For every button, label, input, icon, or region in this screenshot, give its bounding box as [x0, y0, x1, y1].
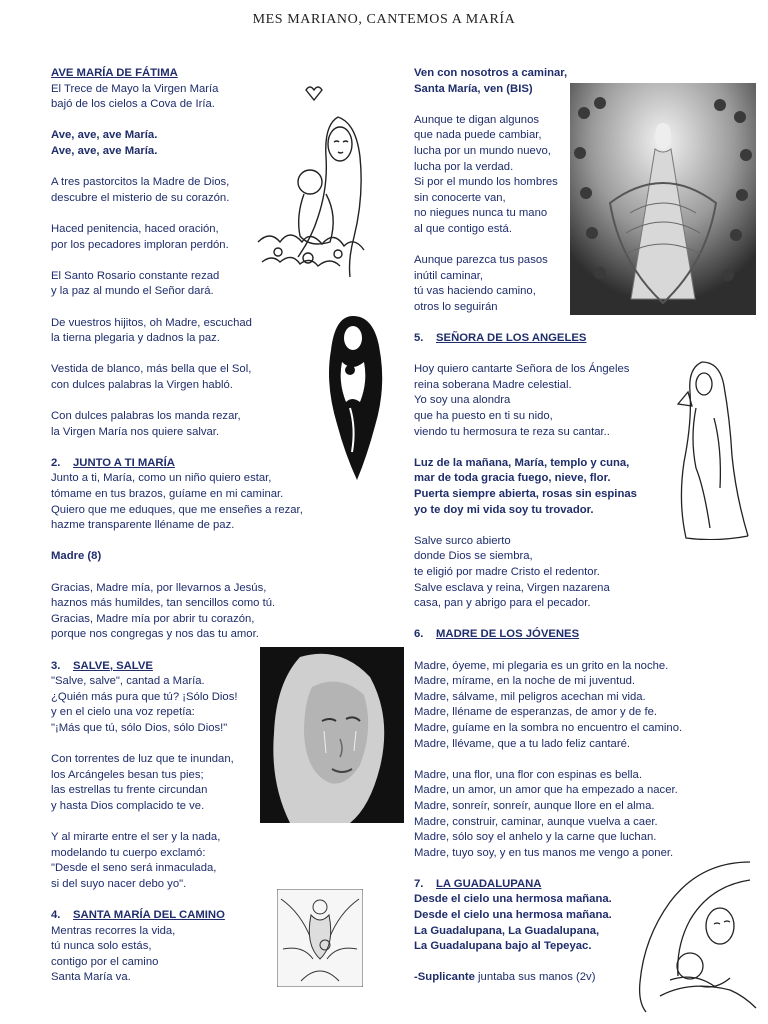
song-heading — [414, 331, 654, 347]
lyric-line — [414, 737, 654, 753]
lyric-text: Con torrentes de luz que te inundan, — [51, 753, 234, 766]
blank-line — [51, 892, 311, 908]
praying-virgin-sketch — [664, 358, 754, 540]
lyric-text: El Trece de Mayo la Virgen María — [51, 82, 219, 95]
blank-line — [51, 565, 311, 581]
lyric-line — [414, 565, 654, 581]
chorus-line — [414, 939, 654, 955]
lyric-text: los Arcángeles besan tus pies; — [51, 768, 204, 781]
lyric-line — [414, 783, 678, 799]
song-heading — [414, 627, 654, 643]
song-title: LA GUADALUPANA — [436, 877, 542, 890]
lyric-text: La Guadalupana, La Guadalupana, — [414, 924, 600, 937]
lyric-text: Gracias, Madre mía, por llevarnos a Jesús, — [51, 581, 267, 594]
lyric-line — [51, 861, 311, 877]
lyric-text: Ave, ave, ave María. — [51, 144, 158, 157]
lyric-line — [414, 409, 654, 425]
lyric-text: El Santo Rosario constante rezad — [51, 269, 220, 282]
lyric-text: porque nos congregas y nos das tu amor. — [51, 628, 259, 641]
lyric-line — [414, 581, 654, 597]
lyric-text: Yo soy una alondra — [414, 394, 511, 407]
lyric-text: De vuestros hijitos, oh Madre, escuchad — [51, 316, 252, 329]
lyric-text: Hoy quiero cantarte Señora de los Ángeles — [414, 363, 630, 376]
lyric-text: sin conocerte van, — [414, 191, 506, 204]
lyric-text: hazme transparente lléname de paz. — [51, 519, 235, 532]
chorus-line — [414, 66, 654, 82]
lyric-text: Santa María, ven (BIS) — [414, 82, 533, 95]
lyric-text: y hasta Dios complacido te ve. — [51, 799, 205, 812]
lyric-line — [51, 939, 311, 955]
lyric-text: descubre el misterio de su corazón. — [51, 191, 230, 204]
blank-line — [414, 752, 654, 768]
lyric-text: Ave, ave, ave María. — [51, 129, 158, 142]
virgin-crowd-photo — [570, 83, 756, 315]
lyric-text: Vestida de blanco, más bella que el Sol, — [51, 363, 252, 376]
lyric-text: Desde el cielo una hermosa mañana. — [414, 909, 612, 922]
song-number: 2. — [51, 456, 61, 469]
lyric-line — [51, 955, 311, 971]
song-title: MADRE DE LOS JÓVENES — [436, 628, 580, 641]
lyric-text: haznos más humildes, tan sencillos como tú. — [51, 597, 276, 610]
lyric-text: Salve surco abierto — [414, 534, 511, 547]
lyric-text: donde Dios se siembra, — [414, 550, 533, 563]
lyric-text: Junto a ti, María, como un niño quiero estar, — [51, 472, 272, 485]
lyric-text: Madre, sólo soy el anhelo y la carne que luchan. — [414, 831, 657, 844]
lyric-text: Y al mirarte entre el ser y la nada, — [51, 831, 221, 844]
lyric-text: Si por el mundo los hombres — [414, 176, 558, 189]
song-title: AVE MARÍA DE FÁTIMA — [51, 67, 178, 79]
lyric-text: Madre, óyeme, mi plegaria es un grito en la noche. — [414, 659, 669, 672]
blank-line — [51, 534, 311, 550]
blank-line — [414, 316, 654, 332]
blank-line — [51, 393, 311, 409]
lyric-text: tómame en tus brazos, guíame en mi caminar. — [51, 488, 284, 501]
lyric-line — [51, 409, 311, 425]
lyric-line — [51, 471, 311, 487]
blank-line — [414, 861, 654, 877]
lyric-line — [414, 362, 654, 378]
lyric-line — [414, 830, 657, 846]
lyric-text: Madre, guíame en la sombra no encuentro el camino. — [414, 721, 683, 734]
lyric-text: viendo tu hermosura te reza su cantar.. — [414, 425, 610, 438]
song-title: SANTA MARÍA DEL CAMINO — [73, 909, 225, 922]
lyric-text: y en el cielo una voz repetía: — [51, 706, 195, 719]
lyric-text: Santa María va. — [51, 971, 131, 984]
lyric-line — [414, 970, 654, 986]
song-number: 5. — [414, 332, 424, 345]
lyric-line — [51, 518, 311, 534]
lyric-line — [414, 846, 674, 862]
chorus-line — [414, 471, 654, 487]
lyric-text: "¡Más que tú, sólo Dios, sólo Dios!" — [51, 721, 228, 734]
lyric-lead: -Suplicante — [414, 971, 475, 984]
lyric-text: Madre (8) — [51, 550, 102, 563]
song-heading — [51, 908, 311, 924]
lyric-text: mar de toda gracia fuego, nieve, flor. — [414, 472, 611, 485]
song-number: 4. — [51, 909, 61, 922]
lyric-text: Ven con nosotros a caminar, — [414, 67, 568, 79]
lyric-text: la tierna plegaria y dadnos la paz. — [51, 332, 220, 345]
lyric-text: y la paz al mundo el Señor dará. — [51, 285, 214, 298]
lyric-text: las estrellas tu frente circundan — [51, 784, 208, 797]
song-title: JUNTO A TI MARÍA — [73, 456, 175, 469]
chorus-line — [414, 892, 654, 908]
lyric-text: otros lo seguirán — [414, 300, 498, 313]
blank-line — [51, 440, 311, 456]
lyric-line — [51, 316, 311, 332]
lyric-line — [414, 425, 654, 441]
lyric-line — [51, 612, 311, 628]
lyric-text: Madre, una flor, una flor con espinas es bella. — [414, 768, 642, 781]
lyric-text: la Virgen María nos quiere salvar. — [51, 425, 220, 438]
lyric-line — [414, 534, 654, 550]
lyric-text: Madre, mírame, en la noche de mi juventud. — [414, 675, 636, 688]
lyric-line — [51, 487, 311, 503]
blank-line — [51, 347, 311, 363]
lyric-line — [51, 362, 311, 378]
song-number: 7. — [414, 877, 424, 890]
blank-line — [414, 518, 654, 534]
lyric-text: Madre, lléname de esperanzas, de amor y de fe. — [414, 706, 658, 719]
page-title: MES MARIANO, CANTEMOS A MARÍA — [252, 12, 516, 27]
lyric-text: Puerta siempre abierta, rosas sin espinas — [414, 488, 637, 501]
lyric-line — [414, 690, 654, 706]
lyric-text: Mentras recorres la vida, — [51, 924, 176, 937]
lyric-text: yo te doy mi vida soy tu trovador. — [414, 503, 594, 516]
lyric-line — [51, 378, 311, 394]
lyric-line — [414, 799, 654, 815]
madonna-silhouette — [320, 312, 386, 484]
song-heading — [414, 877, 654, 893]
lyric-text: "Desde el seno será inmaculada, — [51, 862, 217, 875]
lyric-text: bajó de los cielos a Cova de Iría. — [51, 98, 215, 111]
lyric-line — [51, 970, 311, 986]
lyric-text: modelando tu cuerpo exclamó: — [51, 846, 206, 859]
virgin-child-engraving — [277, 889, 363, 987]
lyric-line — [51, 503, 311, 519]
lyric-line — [51, 924, 311, 940]
lyric-text: Aunque te digan algunos — [414, 113, 539, 126]
lyric-text: Luz de la mañana, María, templo y cuna, — [414, 456, 630, 469]
chorus-line — [414, 503, 654, 519]
lyric-text: reina soberana Madre celestial. — [414, 378, 572, 391]
lyric-line — [414, 549, 654, 565]
lyric-text: que nada puede cambiar, — [414, 129, 542, 142]
lyric-line — [414, 815, 658, 831]
lyric-text: por los pecadores imploran perdón. — [51, 238, 229, 251]
chorus-line — [414, 908, 654, 924]
lyric-text: casa, pan y abrigo para el pecador. — [414, 597, 591, 610]
lyric-line — [51, 877, 311, 893]
lyric-line — [414, 596, 654, 612]
blank-line — [414, 440, 654, 456]
chorus-line — [51, 549, 311, 565]
lyric-text: con dulces palabras la Virgen habló. — [51, 378, 233, 391]
lyric-text: Madre, sonreír, sonreír, aunque llore en el alma. — [414, 799, 655, 812]
lyric-text: si del suyo nacer debo yo". — [51, 877, 187, 890]
lyric-text: contigo por el camino — [51, 955, 159, 968]
lyric-text: Gracias, Madre mía por abrir tu corazón, — [51, 612, 255, 625]
lyric-line — [414, 674, 654, 690]
virgin-and-child-sketch — [248, 82, 388, 287]
lyric-text: al que contigo está. — [414, 222, 512, 235]
song-number: 3. — [51, 659, 61, 672]
lyric-line — [51, 846, 311, 862]
lyric-line — [414, 768, 654, 784]
lyric-line — [414, 659, 669, 675]
blank-line — [414, 643, 654, 659]
madonna-embrace-sketch — [630, 856, 760, 1014]
lyric-line — [51, 830, 311, 846]
lyric-text: Salve esclava y reina, Virgen nazarena — [414, 581, 610, 594]
chorus-line — [414, 456, 654, 472]
song-number: 6. — [414, 628, 424, 641]
lyric-line — [51, 627, 311, 643]
lyric-text: tú nunca solo estás, — [51, 940, 152, 953]
blank-line — [414, 955, 654, 971]
lyric-line — [51, 581, 311, 597]
lyric-text: Haced penitencia, haced oración, — [51, 222, 219, 235]
lyric-line — [414, 705, 658, 721]
lyric-text: que ha puesto en ti su nido, — [414, 410, 553, 423]
song-title: SEÑORA DE LOS ANGELES — [436, 332, 587, 345]
lyric-text: Madre, llévame, que a tu lado feliz cantaré. — [414, 737, 631, 750]
dolorosa-photo — [260, 647, 404, 823]
lyric-text: Madre, tuyo soy, y en tus manos me vengo a poner. — [414, 846, 674, 859]
lyric-text: Madre, un amor, un amor que ha empezado a nacer. — [414, 784, 678, 797]
blank-line — [51, 300, 311, 316]
lyric-text: Madre, sálvame, mil peligros acechan mi vida. — [414, 690, 646, 703]
lyric-text: ¿Quién más pura que tú? ¡Sólo Dios! — [51, 690, 238, 703]
lyric-text: inútil caminar, — [414, 269, 484, 282]
lyric-text: Aunque parezca tus pasos — [414, 254, 548, 267]
lyric-line — [414, 378, 654, 394]
lyric-text: Con dulces palabras los manda rezar, — [51, 410, 241, 423]
lyric-line — [51, 331, 311, 347]
lyric-line — [51, 596, 311, 612]
blank-line — [414, 612, 654, 628]
lyric-text: no niegues nunca tu mano — [414, 207, 548, 220]
blank-line — [414, 347, 654, 363]
lyric-text: Quiero que me eduques, que me enseñes a rezar, — [51, 503, 303, 516]
lyric-text: A tres pastorcitos la Madre de Dios, — [51, 176, 230, 189]
lyric-text: te eligió por madre Cristo el redentor. — [414, 566, 600, 578]
lyric-line — [414, 721, 683, 737]
lyric-line — [51, 425, 311, 441]
lyric-text: tú vas haciendo camino, — [414, 285, 536, 298]
lyric-text: lucha por un mundo nuevo, — [414, 144, 551, 157]
lyric-text: "Salve, salve", cantad a María. — [51, 675, 205, 688]
lyric-text: juntaba sus manos (2v) — [474, 971, 596, 984]
lyric-text: lucha por la verdad. — [414, 160, 514, 173]
lyric-text: Desde el cielo una hermosa mañana. — [414, 893, 612, 906]
chorus-line — [414, 487, 654, 503]
lyric-line — [414, 393, 654, 409]
song-title: SALVE, SALVE — [73, 659, 153, 672]
song-heading — [51, 66, 311, 82]
lyric-text: Madre, construir, caminar, aunque vuelva a caer. — [414, 815, 658, 828]
lyric-text: La Guadalupana bajo al Tepeyac. — [414, 940, 592, 953]
song-heading — [51, 456, 311, 472]
chorus-line — [414, 924, 654, 940]
